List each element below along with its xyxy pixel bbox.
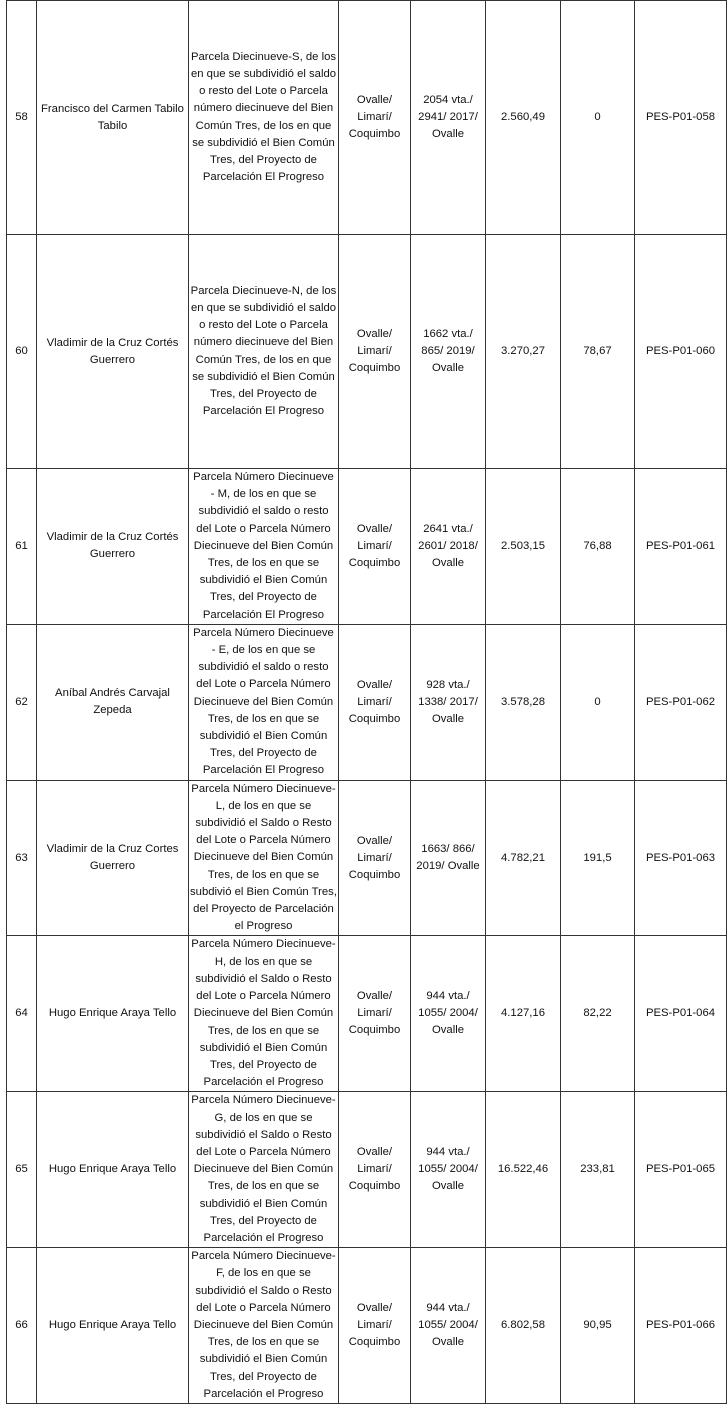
property-table-page (6, 0, 716, 1404)
affected-area: 78,67 (561, 235, 635, 469)
row-number: 58 (7, 1, 37, 235)
owner-name: Vladimir de la Cruz Cortés Guerrero (37, 235, 189, 469)
registry-inscription: 2641 vta./ 2601/ 2018/ Ovalle (411, 469, 486, 625)
parcel-description: Parcela Número Diecinueve-H, de los en que se subdividió el Saldo o Resto del Lote o Parcela Número Diecinueve del Bien Común Tres, de los en que se subdividió el Bien Común Tres, del Proyecto de Parcelación el Progreso (189, 936, 339, 1092)
parcel-description: Parcela Diecinueve-S, de los en que se subdividió el saldo o resto del Lote o Parcela número diecinueve del Bien Común Tres, de los en que se subdividió el Bien Común Tres, del Proyecto de Parcelación El Progreso (189, 1, 339, 235)
total-area: 4.127,16 (486, 936, 561, 1092)
parcel-description: Parcela Número Diecinueve - E, de los en que se subdividió el saldo o resto del Lote o Parcela Número Diecinueve del Bien Común Tres, de los en que se subdividió el Bien Común Tres, del Proyecto de Parcelación El Progreso (189, 624, 339, 780)
table-row (7, 235, 727, 469)
lot-code: PES-P01-063 (635, 780, 727, 936)
lot-code: PES-P01-058 (635, 1, 727, 235)
registry-inscription: 2054 vta./ 2941/ 2017/ Ovalle (411, 1, 486, 235)
affected-area: 82,22 (561, 936, 635, 1092)
registry-inscription: 944 vta./ 1055/ 2004/ Ovalle (411, 1248, 486, 1404)
registry-inscription: 944 vta./ 1055/ 2004/ Ovalle (411, 936, 486, 1092)
lot-code: PES-P01-061 (635, 469, 727, 625)
owner-name: Aníbal Andrés Carvajal Zepeda (37, 624, 189, 780)
total-area: 3.270,27 (486, 235, 561, 469)
row-number: 63 (7, 780, 37, 936)
parcel-description: Parcela Diecinueve-N, de los en que se subdividió el saldo o resto del Lote o Parcela número diecinueve del Bien Común Tres, de los en que se subdividió el Bien Común Tres, del Proyecto de Parcelación El Progreso (189, 235, 339, 469)
registry-inscription: 928 vta./ 1338/ 2017/ Ovalle (411, 624, 486, 780)
parcel-description: Parcela Número Diecinueve-G, de los en que se subdividió el Saldo o Resto del Lote o Parcela Número Diecinueve del Bien Común Tres, de los en que se subdividió el Bien Común Tres, del Proyecto de Parcelación el Progreso (189, 1092, 339, 1248)
lot-code: PES-P01-064 (635, 936, 727, 1092)
lot-code: PES-P01-065 (635, 1092, 727, 1248)
row-number: 62 (7, 624, 37, 780)
parcel-description: Parcela Número Diecinueve-F, de los en que se subdividió el Saldo o Resto del Lote o Parcela Número Diecinueve del Bien Común Tres, de los en que se subdividió el Bien Común Tres, del Proyecto de Parcelación el Progreso (189, 1248, 339, 1404)
affected-area: 191,5 (561, 780, 635, 936)
commune-province-region: Ovalle/ Limarí/ Coquimbo (339, 235, 411, 469)
lot-code: PES-P01-062 (635, 624, 727, 780)
commune-province-region: Ovalle/ Limarí/ Coquimbo (339, 469, 411, 625)
registry-inscription: 1663/ 866/ 2019/ Ovalle (411, 780, 486, 936)
total-area: 16.522,46 (486, 1092, 561, 1248)
owner-name: Hugo Enrique Araya Tello (37, 1092, 189, 1248)
total-area: 2.503,15 (486, 469, 561, 625)
parcel-description: Parcela Número Diecinueve-L, de los en que se subdividió el Saldo o Resto del Lote o Parcela Número Diecinueve del Bien Común Tres, de los en que se subdivió el Bien Común Tres, del Proyecto de Parcelación el Progreso (189, 780, 339, 936)
commune-province-region: Ovalle/ Limarí/ Coquimbo (339, 1, 411, 235)
commune-province-region: Ovalle/ Limarí/ Coquimbo (339, 780, 411, 936)
commune-province-region: Ovalle/ Limarí/ Coquimbo (339, 1092, 411, 1248)
affected-area: 90,95 (561, 1248, 635, 1404)
table-row (7, 1, 727, 235)
parcel-description: Parcela Número Diecinueve - M, de los en que se subdividió el saldo o resto del Lote o Parcela Número Diecinueve del Bien Común Tres, de los en que se subdividió el Bien Común Tres, del Proyecto de Parcelación El Progreso (189, 469, 339, 625)
table-row (7, 780, 727, 936)
owner-name: Vladimir de la Cruz Cortés Guerrero (37, 469, 189, 625)
commune-province-region: Ovalle/ Limarí/ Coquimbo (339, 936, 411, 1092)
row-number: 60 (7, 235, 37, 469)
total-area: 2.560,49 (486, 1, 561, 235)
table-row (7, 1248, 727, 1404)
row-number: 64 (7, 936, 37, 1092)
row-number: 61 (7, 469, 37, 625)
total-area: 3.578,28 (486, 624, 561, 780)
lot-code: PES-P01-060 (635, 235, 727, 469)
table-row (7, 1092, 727, 1248)
affected-area: 76,88 (561, 469, 635, 625)
commune-province-region: Ovalle/ Limarí/ Coquimbo (339, 1248, 411, 1404)
registry-inscription: 1662 vta./ 865/ 2019/ Ovalle (411, 235, 486, 469)
affected-area: 0 (561, 624, 635, 780)
commune-province-region: Ovalle/ Limarí/ Coquimbo (339, 624, 411, 780)
affected-area: 233,81 (561, 1092, 635, 1248)
total-area: 4.782,21 (486, 780, 561, 936)
row-number: 65 (7, 1092, 37, 1248)
owner-name: Vladimir de la Cruz Cortes Guerrero (37, 780, 189, 936)
table-row (7, 936, 727, 1092)
owner-name: Hugo Enrique Araya Tello (37, 936, 189, 1092)
property-table (6, 0, 727, 1404)
total-area: 6.802,58 (486, 1248, 561, 1404)
registry-inscription: 944 vta./ 1055/ 2004/ Ovalle (411, 1092, 486, 1248)
owner-name: Hugo Enrique Araya Tello (37, 1248, 189, 1404)
owner-name: Francisco del Carmen Tabilo Tabilo (37, 1, 189, 235)
row-number: 66 (7, 1248, 37, 1404)
lot-code: PES-P01-066 (635, 1248, 727, 1404)
table-row (7, 469, 727, 625)
affected-area: 0 (561, 1, 635, 235)
table-row (7, 624, 727, 780)
